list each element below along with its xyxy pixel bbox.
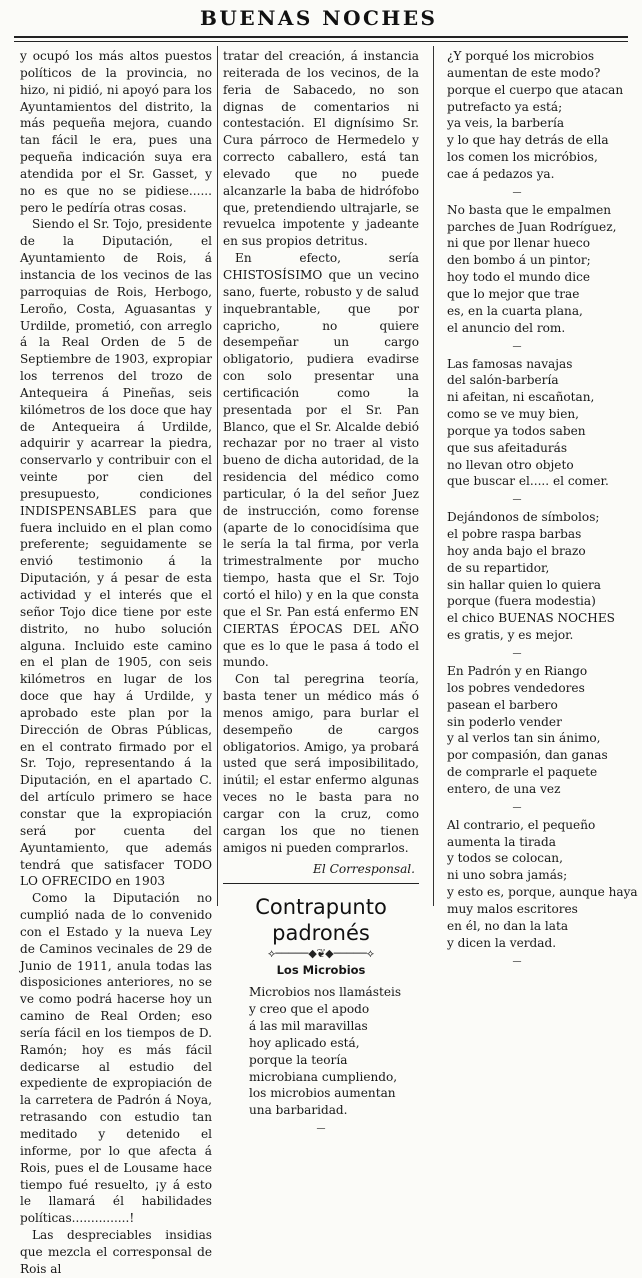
poem-line: que buscar el..... el comer. <box>447 474 609 489</box>
article-paragraph: Con tal peregrina teoría, basta tener un médico más ó menos amigo, para burlar el desempeño de cargos obligatorios. Amigo, ya probará usted que será imposibilitado, inútil; el estar enfermo algunas veces no le basta para no cargar con la cruz, como cargan los que no tienen amigos ni pueden comprarlos. <box>223 672 419 855</box>
poem-line: microbiana cumpliendo, <box>249 1069 398 1084</box>
poem-stanza <box>447 356 627 491</box>
poem-line: den bombo á un pintor; <box>447 253 591 268</box>
stanza-separator <box>223 1119 419 1138</box>
poem-line: porque ya todos saben <box>447 423 586 438</box>
column-divider <box>217 46 218 906</box>
poem-line: y lo que hay detrás de ella <box>447 133 609 148</box>
stanza-separator <box>447 798 627 817</box>
poem-line: aumenta la tirada <box>447 834 556 849</box>
section-divider <box>223 883 419 884</box>
poem-line: ¿Y porqué los microbios <box>447 49 595 63</box>
poem-line: hoy anda bajo el brazo <box>447 543 586 558</box>
poem-line: es gratis, y es mejor. <box>447 628 574 643</box>
column-divider <box>433 46 434 906</box>
poem-line: Las famosas navajas <box>447 356 573 371</box>
poem-line: porque (fuera modestia) <box>447 594 596 609</box>
poem-line: el pobre raspa barbas <box>447 527 582 542</box>
poem-line: del salón-barbería <box>447 373 559 388</box>
poem-line: muy malos escritores <box>447 901 578 916</box>
poem-line: Microbios nos llamásteis <box>249 985 402 1000</box>
poem-line: Dejándonos de símbolos; <box>447 510 600 525</box>
poem-line: á las mil maravillas <box>249 1019 368 1034</box>
poem-line: por compasión, dan ganas <box>447 748 608 763</box>
poem-line: y al verlos tan sin ánimo, <box>447 731 601 746</box>
poem-stanza <box>447 202 627 337</box>
masthead <box>0 0 642 40</box>
poem-line: como se ve muy bien, <box>447 407 580 422</box>
poem-line: sin poderlo vender <box>447 714 562 729</box>
article-paragraph: Siendo el Sr. Tojo, presidente de la Diputación, el Ayuntamiento de Rois, á instancia de los vecinos de las parroquias de Rois, Herbogo, Leroño, Costa, Aguasantas y Urdilde, prometió, con arreglo á la Real Orden de 5 de Septiembre de 1903, expropiar los terrenos del trozo de Antequeira á Pineñas, seis kilómetros de los doce que hay de Antequeira á Urdilde, adquirir y acarrear la piedra, conservarlo y contribuir con el veinte por cien del presupuesto, condiciones INDISPENSABLES para que fuera incluido en el plan como preferente; seguidamente se envió testimonio á la Diputación, y á pesar de esta actividad y el interés que el señor Tojo dice tiene por este distrito, no hubo solución alguna. Incluido este camino en el plan de 1905, con seis kilómetros en lugar de los doce que hay á Urdilde, y aprobado este plan por la Dirección de Obras Públicas, en el contrato firmado por el Sr. Tojo, representando á la Diputación, en el apartado C. del artículo primero se hace constar que la expropiación será por cuenta del Ayuntamiento, que además tendrá que satisfacer TODO LO OFRECIDO en 1903 <box>20 217 212 889</box>
poem-line: ya veis, la barbería <box>447 116 565 131</box>
poem-stanza <box>447 48 627 183</box>
poem-line: porque el cuerpo que atacan <box>447 82 624 97</box>
poem-line: cae á pedazos ya. <box>447 166 555 181</box>
poem-line: hoy todo el mundo dice <box>447 270 591 285</box>
poem-line: Al contrario, el pequeño <box>447 817 596 832</box>
stanza-separator <box>447 490 627 509</box>
masthead-rule <box>14 36 628 42</box>
article-paragraph: En efecto, sería CHISTOSÍSIMO que un vecino sano, fuerte, robusto y de salud inquebrantable, que por capricho, no quiere desempeñar un cargo obligatorio, pudiera evadirse con solo presentar una certificación como la presentada por el Sr. Pan Blanco, que el Sr. Alcalde debió rechazar por no traer al visto bueno de dicha autoridad, de la residencia del médico como particular, ó la del señor Juez de instrucción, como forense (aparte de lo conocidísima que le sería la tal firma, por verla trimestralmente por mucho tiempo, hasta que el Sr. Tojo cortó el hilo) y en la que consta que el Sr. Pan está enfermo EN CIERTAS ÉPOCAS DEL AÑO que es lo que le pasa á todo el mundo. <box>223 251 419 670</box>
poem-line: el chico BUENAS NOCHES <box>447 611 615 626</box>
poem-line: hoy aplicado está, <box>249 1035 360 1050</box>
poem-stanza <box>447 509 627 644</box>
poem-title: Los Microbios <box>276 963 366 978</box>
stanza-separator <box>447 644 627 663</box>
poem-line: los microbios aumentan <box>249 1086 396 1101</box>
article-paragraph-continued <box>223 48 419 250</box>
poem-line: de comprarle el paquete <box>447 765 598 780</box>
poem-line: pasean el barbero <box>447 697 558 712</box>
column-3 <box>447 48 638 971</box>
poem-line: el anuncio del rom. <box>447 320 566 335</box>
stanza-separator <box>447 183 627 202</box>
poem-stanza <box>447 663 627 798</box>
article-paragraph-start <box>20 1227 212 1278</box>
poem-line: y esto es, porque, aunque haya <box>447 885 638 900</box>
column-1 <box>20 48 212 1278</box>
article-paragraph: Como la Diputación no cumplió nada de lo convenido con el Estado y la nueva Ley de Caminos vecinales de 29 de Junio de 1911, anula todas las disposiciones anteriores, no se ve como podrá hacerse hoy un camino de Real Orden; eso sería fácil en los tiempos de D. Ramón; hoy es más fácil dedicarse al estudio del expediente de expropiación de la carretera de Padrón á Noya, retrasando con estudio tan meditado y detenido el informe, por lo que afecta á Rois, pues el de Lousame hace tiempo fué resuelto, ¡y á esto le llamará él habilidades políticas...............! <box>20 891 212 1226</box>
poem-stanza <box>223 984 419 1119</box>
poem-line: una barbaridad. <box>249 1103 348 1118</box>
ornament: ⟡─────◆❦◆─────⟡ <box>267 947 375 961</box>
poem-line: y todos se colocan, <box>447 851 563 866</box>
poem-line: porque la teoría <box>249 1052 348 1067</box>
poem-line: que sus afeitadurás <box>447 440 568 455</box>
stanza-separator <box>447 952 627 971</box>
column-2 <box>223 48 419 1138</box>
poem-stanza <box>447 817 638 952</box>
newspaper-title: BUENAS NOCHES <box>200 6 438 30</box>
article-paragraph: y ocupó los más altos puestos políticos de la provincia, no hizo, ni pidió, ni apoyó para los Ayuntamientos del distrito, la más pequeña mejora, cuando tan fácil le era, pues una pequeña indicación suya era atendida por el Sr. Gasset, y no es que no se pidiese...... pero le pedíría otras cosas. <box>20 49 212 215</box>
article-text: tratar del creación, á instancia reiterada de los vecinos, de la feria de Sabacedo, no son dignas de comentarios ni contestación. El dignísimo Sr. Cura párroco de Hermedelo y correcto caballero, está tan elevado que no puede alcanzarle la baba de hidrófobo que, pretendiendo ultrajarle, se revuelca impotente y jadeante en sus propios detritus. <box>223 49 419 249</box>
poem-line: de su repartidor, <box>447 560 550 575</box>
poem-line: ni uno sobra jamás; <box>447 868 568 883</box>
poem-line: que lo mejor que trae <box>447 286 580 301</box>
poem-line: y dicen la verdad. <box>447 935 557 950</box>
section-title: Contrapunto padronés <box>255 895 387 946</box>
poem-line: parches de Juan Rodríguez, <box>447 219 617 234</box>
poem-line: entero, de una vez <box>447 781 561 796</box>
poem-line: y creo que el apodo <box>249 1002 370 1017</box>
poem-line: En Padrón y en Riango <box>447 664 588 678</box>
poem-line: no llevan otro objeto <box>447 457 574 472</box>
poem-line: ni afeitan, ni escañotan, <box>447 390 595 405</box>
poem-line: en él, no dan la lata <box>447 918 569 933</box>
poem-line: ni que por llenar hueco <box>447 236 590 251</box>
poem-line: No basta que le empalmen <box>447 202 612 217</box>
stanza-separator <box>447 337 627 356</box>
poem-line: putrefacto ya está; <box>447 99 563 114</box>
article-signature: El Corresponsal. <box>313 861 415 876</box>
poem-line: aumentan de este modo? <box>447 65 601 80</box>
article-text: Las despreciables insidias que mezcla el corresponsal de Rois al <box>20 1228 212 1276</box>
poem-line: los pobres vendedores <box>447 680 585 695</box>
poem-line: sin hallar quien lo quiera <box>447 577 602 592</box>
poem-line: es, en la cuarta plana, <box>447 303 583 318</box>
poem-line: los comen los micróbios, <box>447 150 598 165</box>
